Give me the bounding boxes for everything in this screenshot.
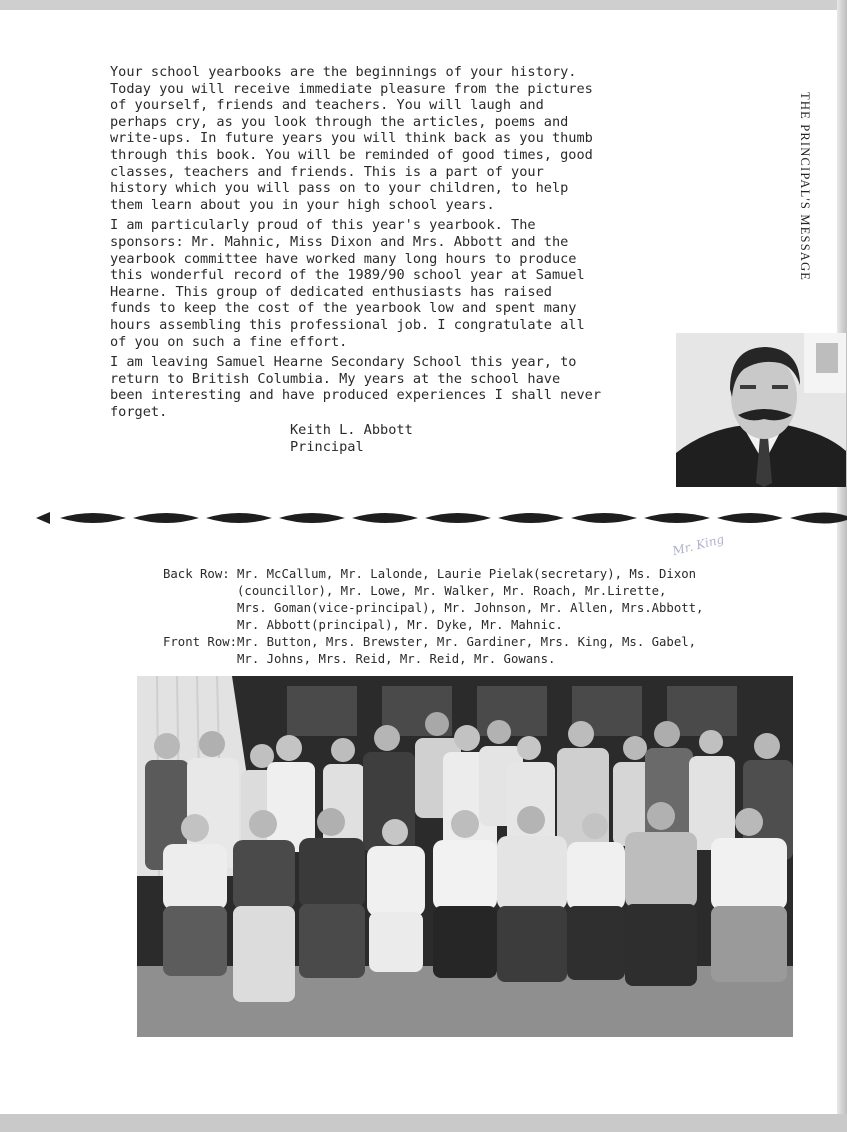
principal-message — [110, 64, 730, 424]
signature-title: Principal — [290, 438, 364, 455]
page-edge-bottom — [0, 1114, 847, 1132]
signature-block — [290, 422, 413, 455]
message-paragraph-3: I am leaving Samuel Hearne Secondary School this year, to return to British Columbia. My years at the school have been interesting and have produced experiences I shall never forget. — [110, 354, 602, 420]
portrait-image — [676, 333, 846, 487]
signature-name: Keith L. Abbott — [290, 422, 413, 438]
staff-group-photo — [137, 676, 793, 1037]
back-row-line: Mrs. Goman(vice-principal), Mr. Johnson, Mr. Allen, Mrs.Abbott, — [163, 601, 704, 615]
front-row-line: Front Row:Mr. Button, Mrs. Brewster, Mr. Gardiner, Mrs. King, Ms. Gabel, — [163, 635, 697, 649]
page-edge-top — [0, 0, 847, 10]
message-paragraph-1: Your school yearbooks are the beginnings of your history. Today you will receive immediate pleasure from the pictures of yourself, friends and teachers. You will laugh and perhaps cry, as you look through the articles, poems and write-ups. In future years you will think back as you thumb through this book. You will be reminded of good times, good classes, teachers and friends. This is a part of your history which you will pass on to your children, to help them learn about you in your high school years. — [110, 64, 593, 213]
back-row-line: (councillor), Mr. Lowe, Mr. Walker, Mr. Roach, Mr.Lirette, — [163, 584, 667, 598]
message-paragraph-2: I am particularly proud of this year's yearbook. The sponsors: Mr. Mahnic, Miss Dixon and Mrs. Abbott and the yearbook committee have worked many long hours to produce this wonderful record of the 1989/90 school year at Samuel Hearne. This group of dedicated enthusiasts has raised funds to keep the cost of the yearbook low and spent many hours assembling this professional job. I congratulate all of you on such a fine effort. — [110, 217, 585, 350]
front-row-line: Mr. Johns, Mrs. Reid, Mr. Reid, Mr. Gowans. — [163, 652, 556, 666]
photo-caption — [163, 566, 703, 668]
back-row-line: Mr. Abbott(principal), Mr. Dyke, Mr. Mahnic. — [163, 618, 563, 632]
page-edge-right — [837, 0, 847, 1132]
handwritten-note: Mr. King — [671, 531, 726, 559]
back-row-line: Back Row: Mr. McCallum, Mr. Lalonde, Laurie Pielak(secretary), Ms. Dixon — [163, 567, 697, 581]
decorative-divider — [36, 508, 847, 528]
principal-portrait — [676, 333, 846, 487]
page-title: THE PRINCIPAL'S MESSAGE — [798, 92, 812, 282]
group-photo-image — [137, 676, 793, 1037]
